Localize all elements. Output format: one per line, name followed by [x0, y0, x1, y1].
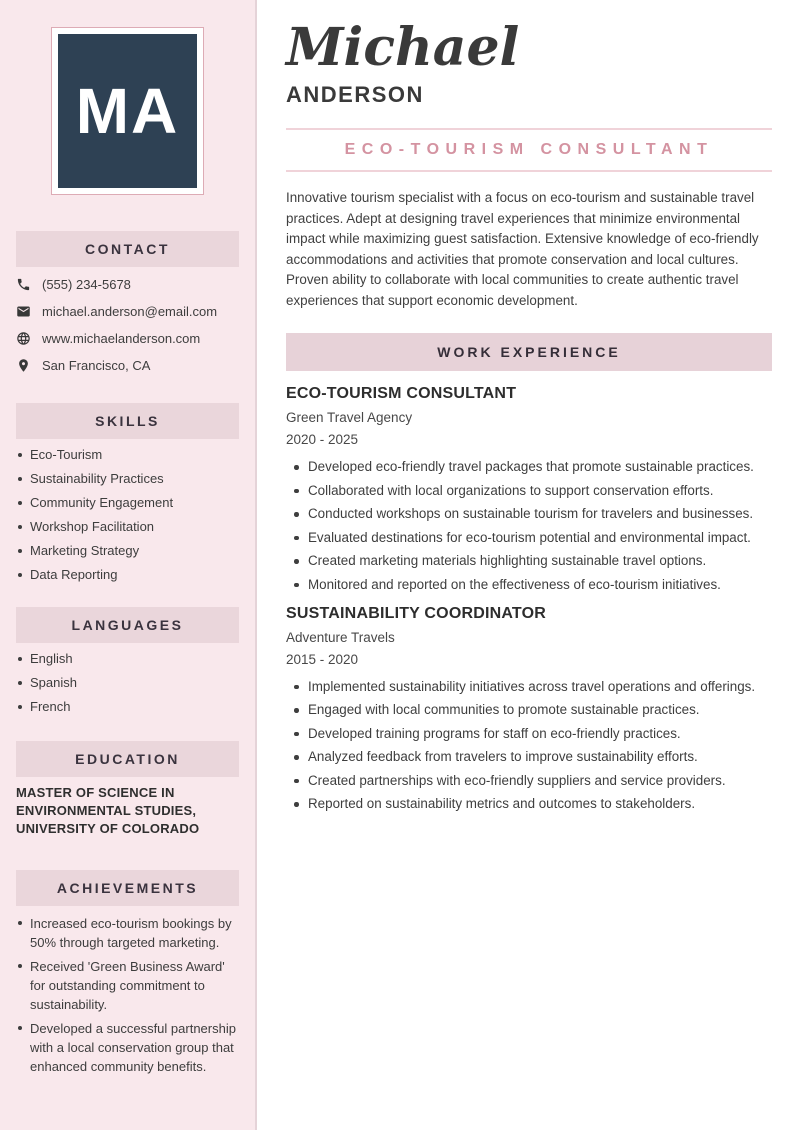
education-degree: MASTER OF SCIENCE IN ENVIRONMENTAL STUDIES, UNIVERSITY OF COLORADO [16, 785, 200, 836]
contact-row-location [16, 356, 239, 374]
achievements-section-header: ACHIEVEMENTS [16, 870, 239, 906]
contact-row-email [16, 302, 239, 320]
contact-section-header: CONTACT [16, 231, 239, 267]
education-section-header: EDUCATION [16, 741, 239, 777]
job-bullet: Developed training programs for staff on eco-friendly practices. [292, 726, 772, 742]
skill-item: Workshop Facilitation [16, 519, 239, 535]
first-name: Michael [286, 17, 520, 78]
job-bullet: Created marketing materials highlighting sustainable travel options. [292, 553, 772, 569]
job-bullet: Engaged with local communities to promote sustainable practices. [292, 702, 772, 718]
job-bullet: Created partnerships with eco-friendly suppliers and service providers. [292, 773, 772, 789]
job-company: Adventure Travels [286, 629, 395, 645]
phone-number: (555) 234-5678 [42, 276, 131, 292]
monogram-square [58, 34, 197, 188]
job-bullet: Evaluated destinations for eco-tourism potential and environmental impact. [292, 530, 772, 546]
globe-icon [16, 331, 31, 346]
monogram-frame [51, 27, 204, 195]
job-bullet: Conducted workshops on sustainable tourism for travelers and businesses. [292, 506, 772, 522]
monogram-initials: MA [75, 75, 180, 147]
skill-item: Data Reporting [16, 567, 239, 583]
website-url: www.michaelanderson.com [42, 330, 201, 346]
profile-summary: Innovative tourism specialist with a focus on eco-tourism and sustainable travel practices. Adept at designing travel experiences that minimize environmental impact while maximizing guest satisfaction. Extensive knowledge of eco-friendly accommodations and activities that promote conservation and local cultures. Proven ability to collaborate with local communities to create authentic travel experiences that support economic development. [286, 190, 759, 308]
last-name: ANDERSON [286, 82, 424, 107]
job-bullet: Collaborated with local organizations to support conservation efforts. [292, 483, 772, 499]
job-bullet: Developed eco-friendly travel packages that promote sustainable practices. [292, 459, 772, 475]
phone-icon [16, 277, 31, 292]
job-bullet: Implemented sustainability initiatives across travel operations and offerings. [292, 679, 772, 695]
job-dates: 2015 - 2020 [286, 651, 359, 667]
skill-item: Community Engagement [16, 495, 239, 511]
languages-list [16, 651, 239, 715]
location-icon [16, 358, 31, 373]
job-title: ECO-TOURISM CONSULTANT [286, 385, 517, 402]
achievement-item: Increased eco-tourism bookings by 50% through targeted marketing. [16, 914, 239, 952]
job-dates: 2020 - 2025 [286, 432, 359, 447]
language-item: English [16, 651, 239, 667]
jobs-container [286, 385, 772, 812]
contact-row-phone [16, 275, 239, 293]
job-company: Green Travel Agency [286, 410, 413, 425]
language-item: Spanish [16, 675, 239, 691]
location-text: San Francisco, CA [42, 357, 151, 373]
job-entry [286, 605, 772, 813]
email-address: michael.anderson@email.com [42, 303, 218, 319]
achievements-list [16, 914, 239, 1076]
skills-list [16, 447, 239, 583]
achievement-item: Received 'Green Business Award' for outstanding commitment to sustainability. [16, 957, 239, 1014]
job-bullets [286, 459, 772, 593]
job-title-banner: ECO-TOURISM CONSULTANT [286, 128, 772, 172]
languages-section-header: LANGUAGES [16, 607, 239, 643]
job-bullet: Monitored and reported on the effectiveness of eco-tourism initiatives. [292, 577, 772, 593]
job-bullet: Reported on sustainability metrics and outcomes to stakeholders. [292, 796, 772, 812]
skills-section-header: SKILLS [16, 403, 239, 439]
main-column [257, 0, 800, 1130]
contact-list [16, 275, 239, 374]
skill-item: Eco-Tourism [16, 447, 239, 463]
skill-item: Marketing Strategy [16, 543, 239, 559]
contact-row-website [16, 329, 239, 347]
achievement-item: Developed a successful partnership with a local conservation group that enhanced community benefits. [16, 1019, 239, 1076]
language-item: French [16, 699, 239, 715]
job-bullets [286, 679, 772, 813]
job-bullet: Analyzed feedback from travelers to improve sustainability efforts. [292, 749, 772, 765]
job-entry [286, 385, 772, 593]
work-experience-header: WORK EXPERIENCE [286, 333, 772, 371]
email-icon [16, 304, 31, 319]
sidebar [0, 0, 257, 1130]
job-title: SUSTAINABILITY COORDINATOR [286, 604, 547, 622]
skill-item: Sustainability Practices [16, 471, 239, 487]
